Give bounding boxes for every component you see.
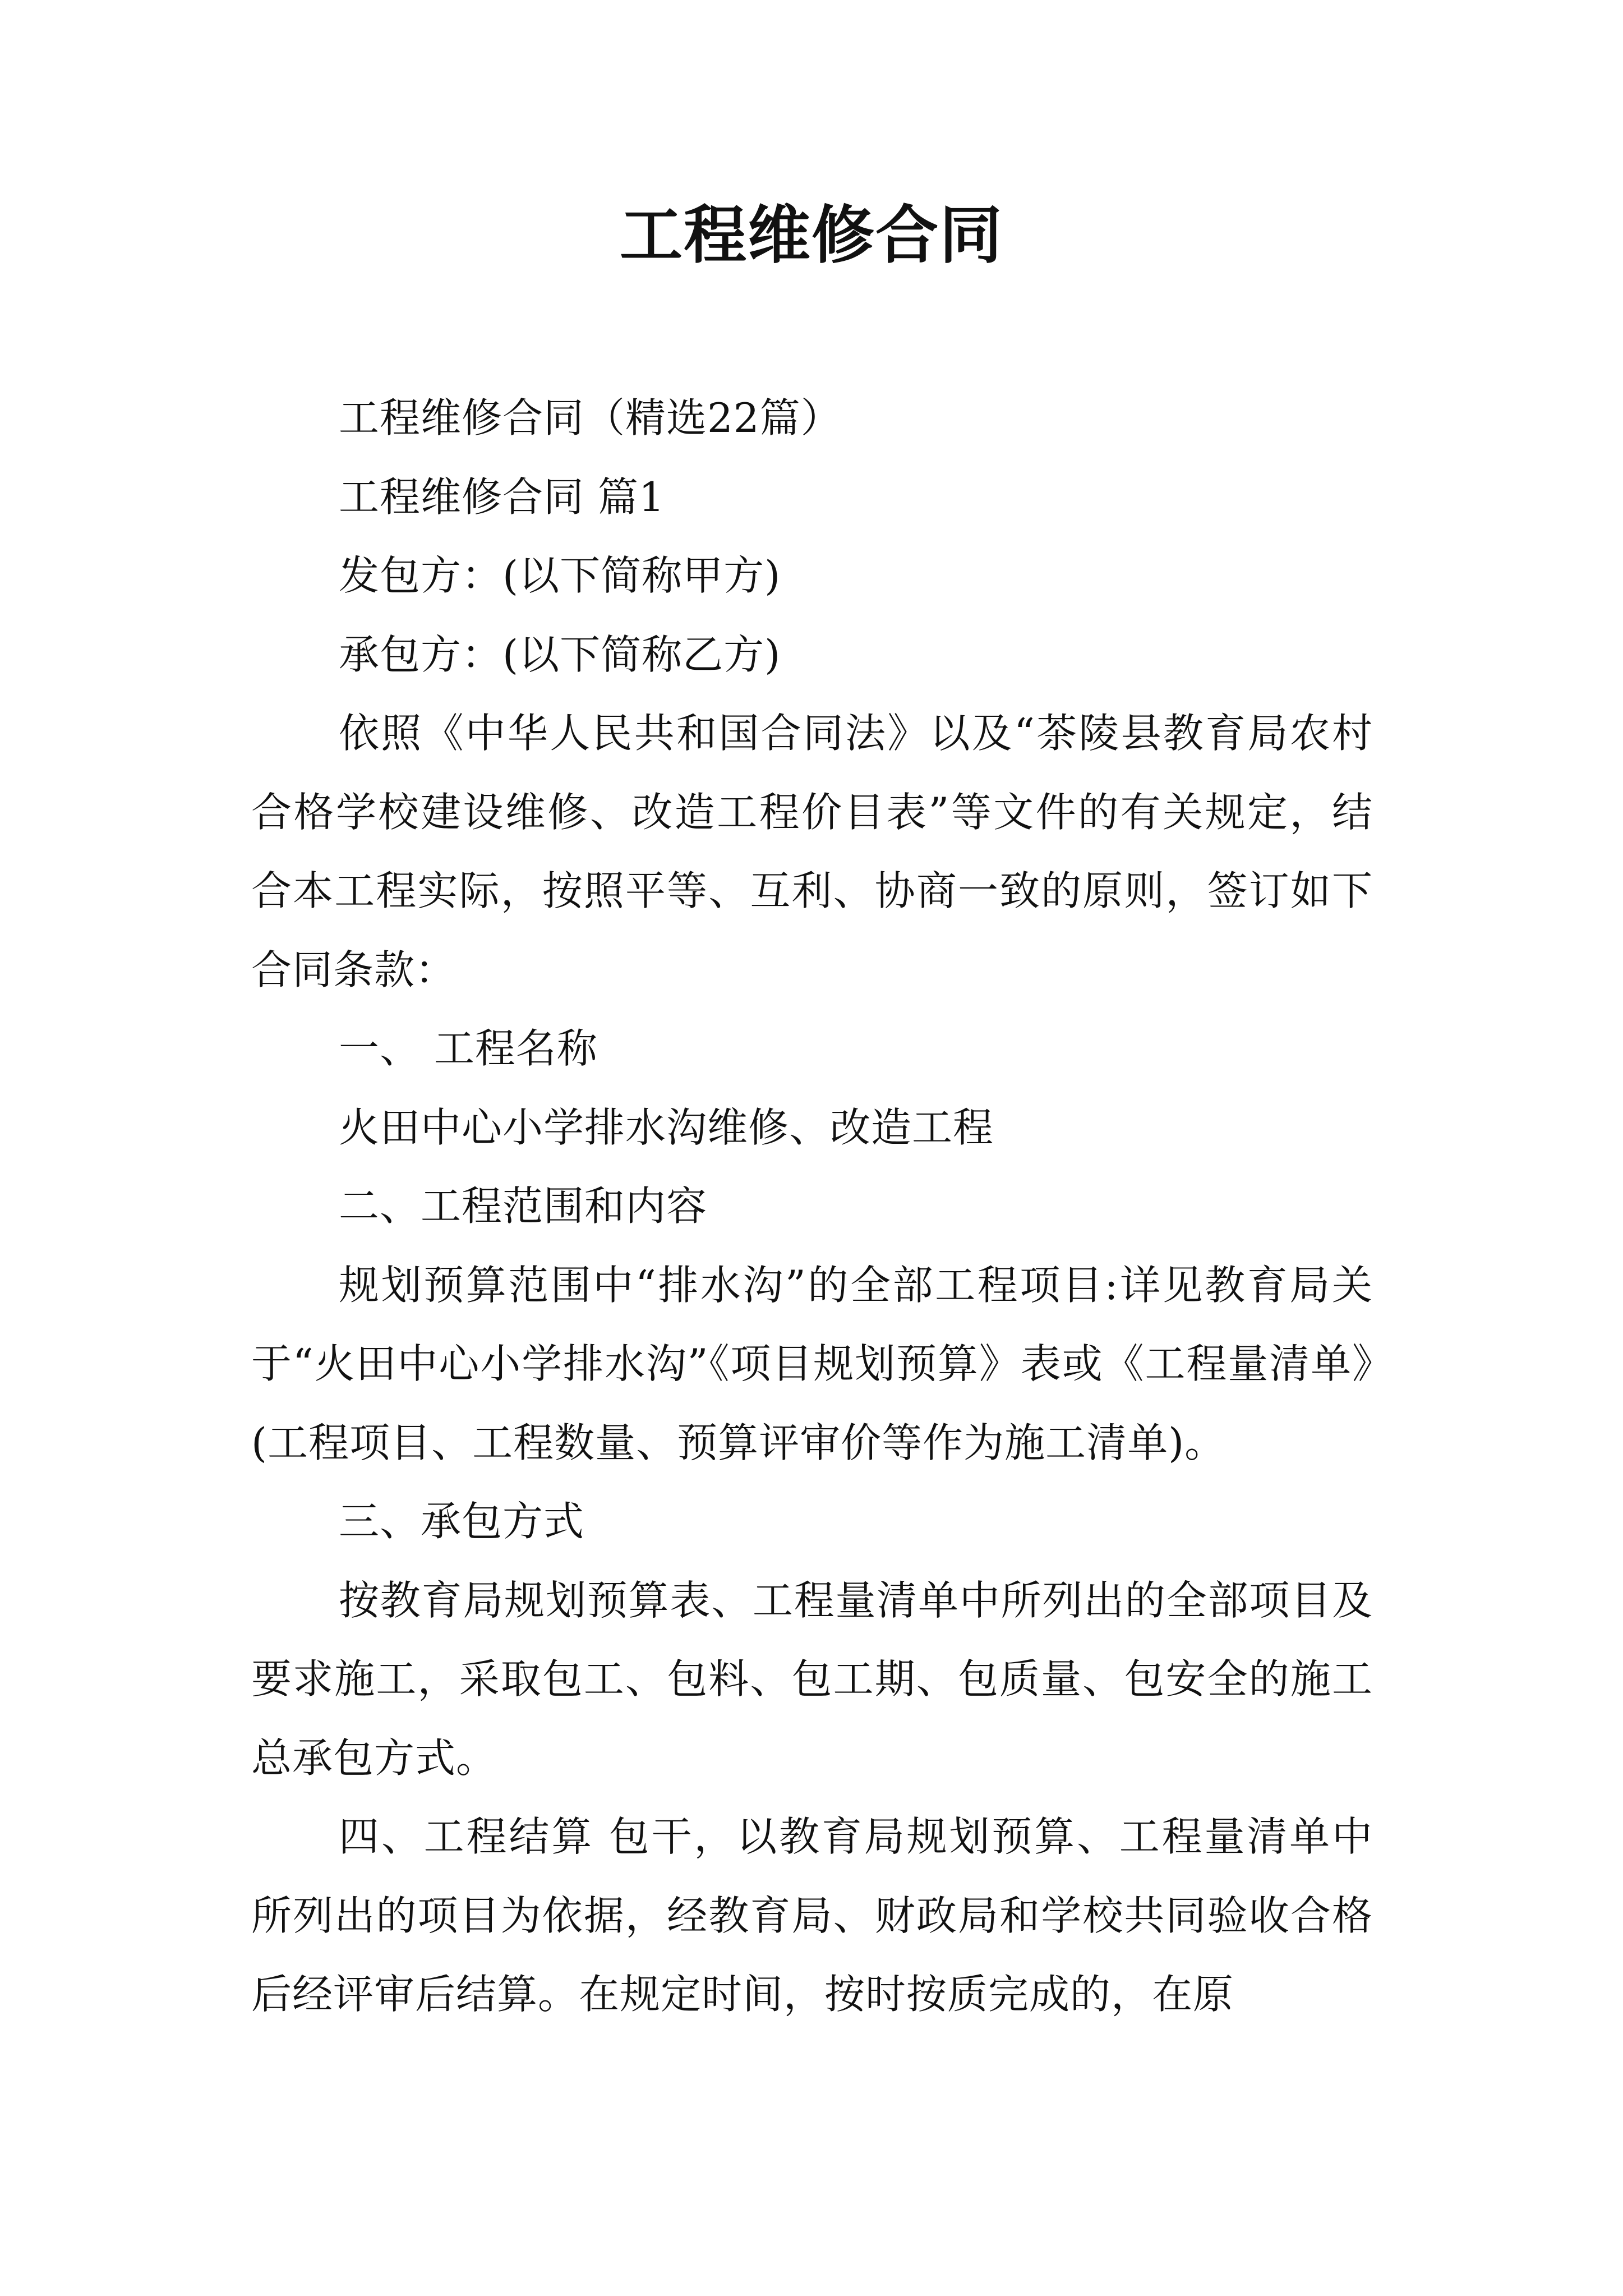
paragraph-contract-method: 按教育局规划预算表、工程量清单中所列出的全部项目及要求施工，采取包工、包料、包工期、包质量、包安全的施工总承包方式。 — [251, 1576, 1373, 1782]
paragraph-preamble: 依照《中华人民共和国合同法》以及“茶陵县教育局农村合格学校建设维修、改造工程价目表”等文件的有关规定，结合本工程实际，按照平等、互利、协商一致的原则，签订如下合同条款： — [251, 710, 1373, 993]
paragraph-scope: 规划预算范围中“排水沟”的全部工程项目:详见教育局关于“火田中心小学排水沟”《项目规划预算》表或《工程量清单》(工程项目、工程数量、预算评审价等作为施工清单)。 — [251, 1261, 1373, 1466]
paragraph-project-name: 火田中心小学排水沟维修、改造工程 — [339, 1103, 994, 1151]
paragraph-heading-3: 三、承包方式 — [339, 1498, 585, 1545]
paragraph-heading-2: 二、工程范围和内容 — [339, 1182, 708, 1230]
paragraph-settlement: 四、工程结算 包干，以教育局规划预算、工程量清单中所列出的项目为依据，经教育局、财政局和学校共同验收合格后经评审后结算。在规定时间，按时按质完成的，在原 — [251, 1813, 1373, 2018]
paragraph-party-b: 承包方：(以下简称乙方) — [339, 631, 781, 678]
document-body — [251, 379, 1373, 2034]
paragraph-heading-1: 一、 工程名称 — [339, 1025, 598, 1072]
paragraph-party-a: 发包方：(以下简称甲方) — [339, 552, 781, 599]
paragraph-section-heading: 工程维修合同 篇1 — [339, 473, 665, 521]
paragraph-subtitle: 工程维修合同（精选22篇） — [339, 394, 842, 441]
document-title: 工程维修合同 — [620, 199, 1003, 272]
